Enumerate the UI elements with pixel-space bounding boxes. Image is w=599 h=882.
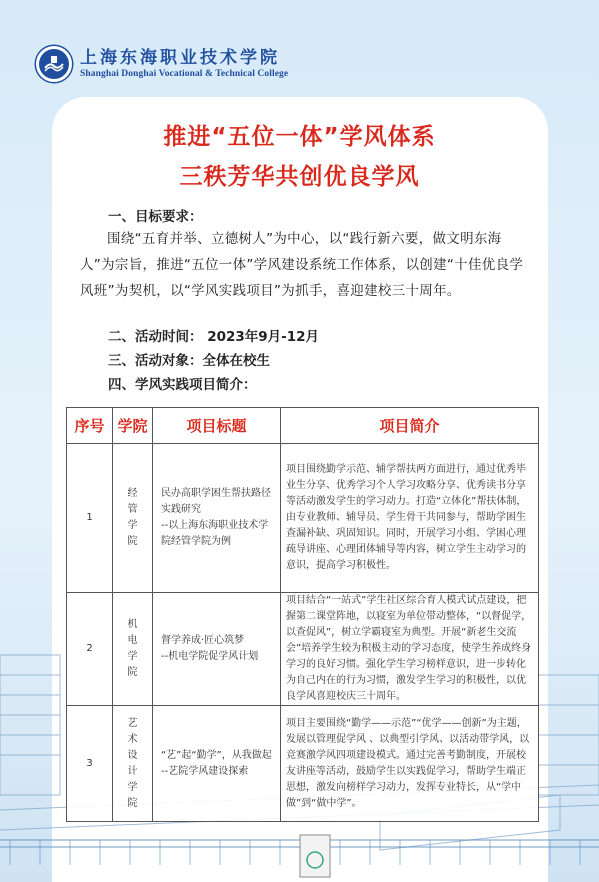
activity-target: 三、活动对象：全体在校生 [108, 353, 270, 369]
row-college: 艺术设计学院 [113, 706, 153, 822]
header-title: 项目标题 [153, 408, 281, 444]
school-name [80, 48, 288, 80]
row-title: “艺”起“勤学”，从我做起 --艺院学风建设探索 [153, 706, 281, 822]
table-row [67, 444, 539, 593]
goal-paragraph: 围绕“五育并举、立德树人”为中心，以“践行新六要，做文明东海人”为宗旨，推进“五位一体”学风建设系统工作体系，以创建“十佳优良学风班”为契机，以“学风实践项目”为抓手，喜迎建校三十周年。 [80, 231, 524, 299]
row-intro: 项目结合“一站式”学生社区综合育人模式试点建设，把握第二课堂阵地，以寝室为单位带动整体，“以督促学，以查促风”，树立学霸寝室为典型。开展“新老生交流会”培养学生较为积极主动的学习态度，使学生养成终身学习的良好习惯。强化学生学习榜样意识，进一步转化为自己内在的行为习惯，激发学生学习的积极性，以优良学风喜迎校庆三十周年。 [281, 593, 539, 706]
row-college: 经管学院 [113, 444, 153, 593]
header [36, 44, 288, 84]
projects-table [66, 407, 539, 822]
table-header-row [67, 408, 539, 444]
main-title-line-1: 推进“五位一体”学风体系 [163, 124, 436, 150]
row-title: 督学养成·匠心筑梦 --机电学院促学风计划 [153, 593, 281, 706]
table-row [67, 706, 539, 822]
row-title: 民办高职学困生帮扶路径实践研究 --以上海东海职业技术学院经管学院为例 [153, 444, 281, 593]
table-row [67, 593, 539, 706]
row-no: 3 [67, 706, 113, 822]
row-intro: 项目主要围绕“勤学——示范”“优学——创新”为主题，发展以管理促学风 、以典型引学风、以活动带学风，以竞赛激学风四项建设模式。通过完善考勤制度，开展校友讲座等活动，鼓励学生以实践促学习，帮助学生端正思想，激发向榜样学习动力，发挥专业特长，从“学中做”到“做中学”。 [281, 706, 539, 822]
row-intro: 项目围绕勤学示范、辅学帮扶两方面进行，通过优秀毕业生分享、优秀学习个人学习攻略分享、优秀读书分享等活动激发学生的学习动力。打造“立体化”帮扶体制，由专业教师、辅导员、学生骨干共同参与，帮助学困生查漏补缺、巩固知识。同时，开展学习小组、学困心理疏导讲座、心理团体辅导等内容，树立学生主动学习的意识，提高学习积极性。 [281, 444, 539, 593]
header-college: 学院 [113, 408, 153, 444]
projects-heading: 四、学风实践项目简介： [108, 377, 257, 393]
goal-heading: 一、目标要求： [108, 209, 203, 225]
header-no: 序号 [67, 408, 113, 444]
college-emblem-icon [36, 46, 72, 82]
row-no: 2 [67, 593, 113, 706]
main-title-line-2: 三秩芳华共创优良学风 [179, 164, 420, 190]
activity-time: 二、活动时间： 2023年9月-12月 [108, 329, 320, 345]
row-college: 机电学院 [113, 593, 153, 706]
row-no: 1 [67, 444, 113, 593]
header-intro: 项目简介 [281, 408, 539, 444]
school-name-cn: 上海东海职业技术学院 [80, 48, 280, 68]
school-name-en: Shanghai Donghai Vocational & Technical College [80, 69, 289, 79]
